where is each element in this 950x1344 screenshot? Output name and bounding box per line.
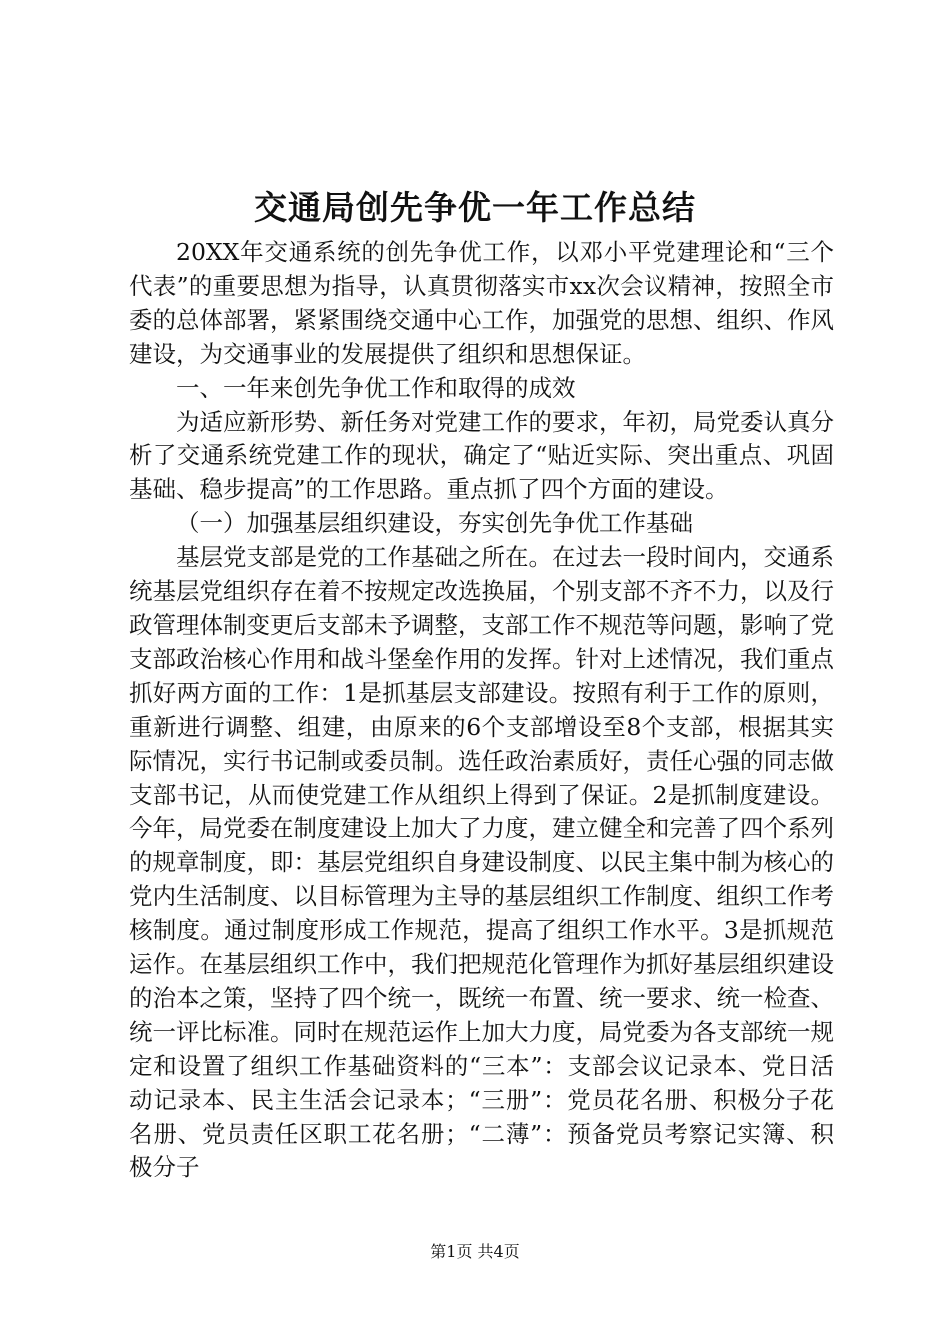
section-heading-1: 一、一年来创先争优工作和取得的成效 [176,373,576,402]
document-title: 交通局创先争优一年工作总结 [254,188,696,227]
subsection-1-paragraph: 基层党支部是党的工作基础之所在。在过去一段时间内，交通系统基层党组织存在着不按规定改选换届，个别支部不齐不力，以及行政管理体制变更后支部未予调整，支部工作不规范等问题，影响了党支部政治核心作用和战斗堡垒作用的发挥。针对上述情况，我们重点抓好两方面的工作：1是抓基层支部建设。按照有利于工作的原则，重新进行调整、组建，由原来的6个支部增设至8个支部，根据其实际情况，实行书记制或委员制。选任政治素质好，责任心强的同志做支部书记，从而使党建工作从组织上得到了保证。2是抓制度建设。今年，局党委在制度建设上加大了力度，建立健全和完善了四个系列的规章制度，即：基层党组织自身建设制度、以民主集中制为核心的党内生活制度、以目标管理为主导的基层组织工作制度、组织工作考核制度。通过制度形成工作规范，提高了组织工作水平。3是抓规范运作。在基层组织工作中，我们把规范化管理作为抓好基层组织建设的治本之策，坚持了四个统一，既统一布置、统一要求、统一检查、统一评比标准。同时在规范运作上加大力度，局党委为各支部统一规定和设置了组织工作基础资料的“三本”：支部会议记录本、党日活动记录本、民主生活会记录本；“三册”：党员花名册、积极分子花名册、党员责任区职工花名册；“二薄”：预备党员考察记实簿、积极分子 [129,543,834,1182]
subsection-heading-1: （一）加强基层组织建设，夯实创先争优工作基础 [176,509,693,538]
section-1-paragraph: 为适应新形势、新任务对党建工作的要求，年初，局党委认真分析了交通系统党建工作的现状，确定了“贴近实际、突出重点、巩固基础、稳步提高”的工作思路。重点抓了四个方面的建设。 [129,407,834,504]
page-number-footer: 第1页 共4页 [430,1242,520,1261]
document-body [129,236,834,1185]
intro-paragraph: 20XX年交通系统的创先争优工作，以邓小平党建理论和“三个代表”的重要思想为指导，认真贯彻落实市xx次会议精神，按照全市委的总体部署，紧紧围绕交通中心工作，加强党的思想、组织、作风建设，为交通事业的发展提供了组织和思想保证。 [129,238,834,368]
